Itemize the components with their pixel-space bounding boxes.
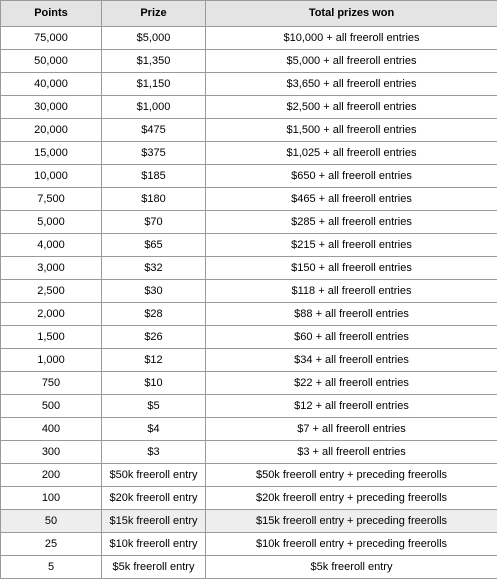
cell-total-prizes-won: $22 + all freeroll entries [206,372,497,395]
cell-total-prizes-won: $3,650 + all freeroll entries [206,73,497,96]
cell-prize: $5 [102,395,206,418]
cell-points: 5 [1,556,102,579]
cell-points: 25 [1,533,102,556]
cell-points: 2,000 [1,303,102,326]
table-row [1,234,497,257]
cell-prize: $1,350 [102,50,206,73]
cell-total-prizes-won: $5,000 + all freeroll entries [206,50,497,73]
cell-prize: $3 [102,441,206,464]
table-row [1,372,497,395]
cell-prize: $1,150 [102,73,206,96]
cell-total-prizes-won: $20k freeroll entry + preceding freerolls [206,487,497,510]
table-row [1,395,497,418]
cell-total-prizes-won: $465 + all freeroll entries [206,188,497,211]
cell-points: 300 [1,441,102,464]
column-header-total-prizes-won: Total prizes won [206,1,497,27]
cell-points: 5,000 [1,211,102,234]
table-row [1,510,497,533]
cell-prize: $10 [102,372,206,395]
table-row [1,303,497,326]
cell-total-prizes-won: $1,025 + all freeroll entries [206,142,497,165]
table-row [1,487,497,510]
cell-prize: $1,000 [102,96,206,119]
cell-total-prizes-won: $215 + all freeroll entries [206,234,497,257]
cell-points: 75,000 [1,27,102,50]
cell-prize: $70 [102,211,206,234]
cell-prize: $5k freeroll entry [102,556,206,579]
table-row [1,211,497,234]
cell-prize: $20k freeroll entry [102,487,206,510]
cell-total-prizes-won: $10,000 + all freeroll entries [206,27,497,50]
table-row [1,188,497,211]
cell-prize: $26 [102,326,206,349]
cell-points: 200 [1,464,102,487]
cell-points: 10,000 [1,165,102,188]
cell-prize: $10k freeroll entry [102,533,206,556]
cell-points: 1,000 [1,349,102,372]
cell-total-prizes-won: $5k freeroll entry [206,556,497,579]
table-row [1,326,497,349]
table-row [1,27,497,50]
column-header-points: Points [1,1,102,27]
table-header [1,1,497,27]
cell-total-prizes-won: $50k freeroll entry + preceding freerolls [206,464,497,487]
cell-prize: $4 [102,418,206,441]
column-header-prize: Prize [102,1,206,27]
table-body [1,27,497,579]
table-row [1,142,497,165]
table-row [1,73,497,96]
cell-points: 7,500 [1,188,102,211]
cell-points: 3,000 [1,257,102,280]
cell-total-prizes-won: $88 + all freeroll entries [206,303,497,326]
cell-prize: $32 [102,257,206,280]
cell-total-prizes-won: $3 + all freeroll entries [206,441,497,464]
cell-prize: $180 [102,188,206,211]
cell-prize: $30 [102,280,206,303]
table-row [1,119,497,142]
cell-prize: $375 [102,142,206,165]
cell-total-prizes-won: $285 + all freeroll entries [206,211,497,234]
cell-points: 400 [1,418,102,441]
cell-prize: $475 [102,119,206,142]
cell-points: 50 [1,510,102,533]
cell-total-prizes-won: $34 + all freeroll entries [206,349,497,372]
cell-total-prizes-won: $2,500 + all freeroll entries [206,96,497,119]
cell-prize: $12 [102,349,206,372]
cell-prize: $5,000 [102,27,206,50]
cell-total-prizes-won: $60 + all freeroll entries [206,326,497,349]
table-row [1,349,497,372]
table-row [1,165,497,188]
cell-points: 20,000 [1,119,102,142]
cell-total-prizes-won: $150 + all freeroll entries [206,257,497,280]
table-row [1,418,497,441]
table-row [1,464,497,487]
cell-points: 50,000 [1,50,102,73]
cell-total-prizes-won: $1,500 + all freeroll entries [206,119,497,142]
cell-total-prizes-won: $7 + all freeroll entries [206,418,497,441]
table-row [1,556,497,579]
table-row [1,441,497,464]
cell-points: 4,000 [1,234,102,257]
cell-prize: $50k freeroll entry [102,464,206,487]
cell-points: 100 [1,487,102,510]
cell-points: 30,000 [1,96,102,119]
cell-prize: $185 [102,165,206,188]
cell-points: 2,500 [1,280,102,303]
table-row [1,50,497,73]
cell-total-prizes-won: $12 + all freeroll entries [206,395,497,418]
cell-total-prizes-won: $15k freeroll entry + preceding freerolls [206,510,497,533]
header-row [1,1,497,27]
cell-points: 750 [1,372,102,395]
table-row [1,96,497,119]
cell-total-prizes-won: $10k freeroll entry + preceding freerolls [206,533,497,556]
cell-points: 40,000 [1,73,102,96]
cell-points: 500 [1,395,102,418]
cell-prize: $15k freeroll entry [102,510,206,533]
cell-total-prizes-won: $650 + all freeroll entries [206,165,497,188]
cell-prize: $28 [102,303,206,326]
table-row [1,257,497,280]
cell-total-prizes-won: $118 + all freeroll entries [206,280,497,303]
cell-points: 1,500 [1,326,102,349]
table-row [1,280,497,303]
cell-points: 15,000 [1,142,102,165]
cell-prize: $65 [102,234,206,257]
table-row [1,533,497,556]
